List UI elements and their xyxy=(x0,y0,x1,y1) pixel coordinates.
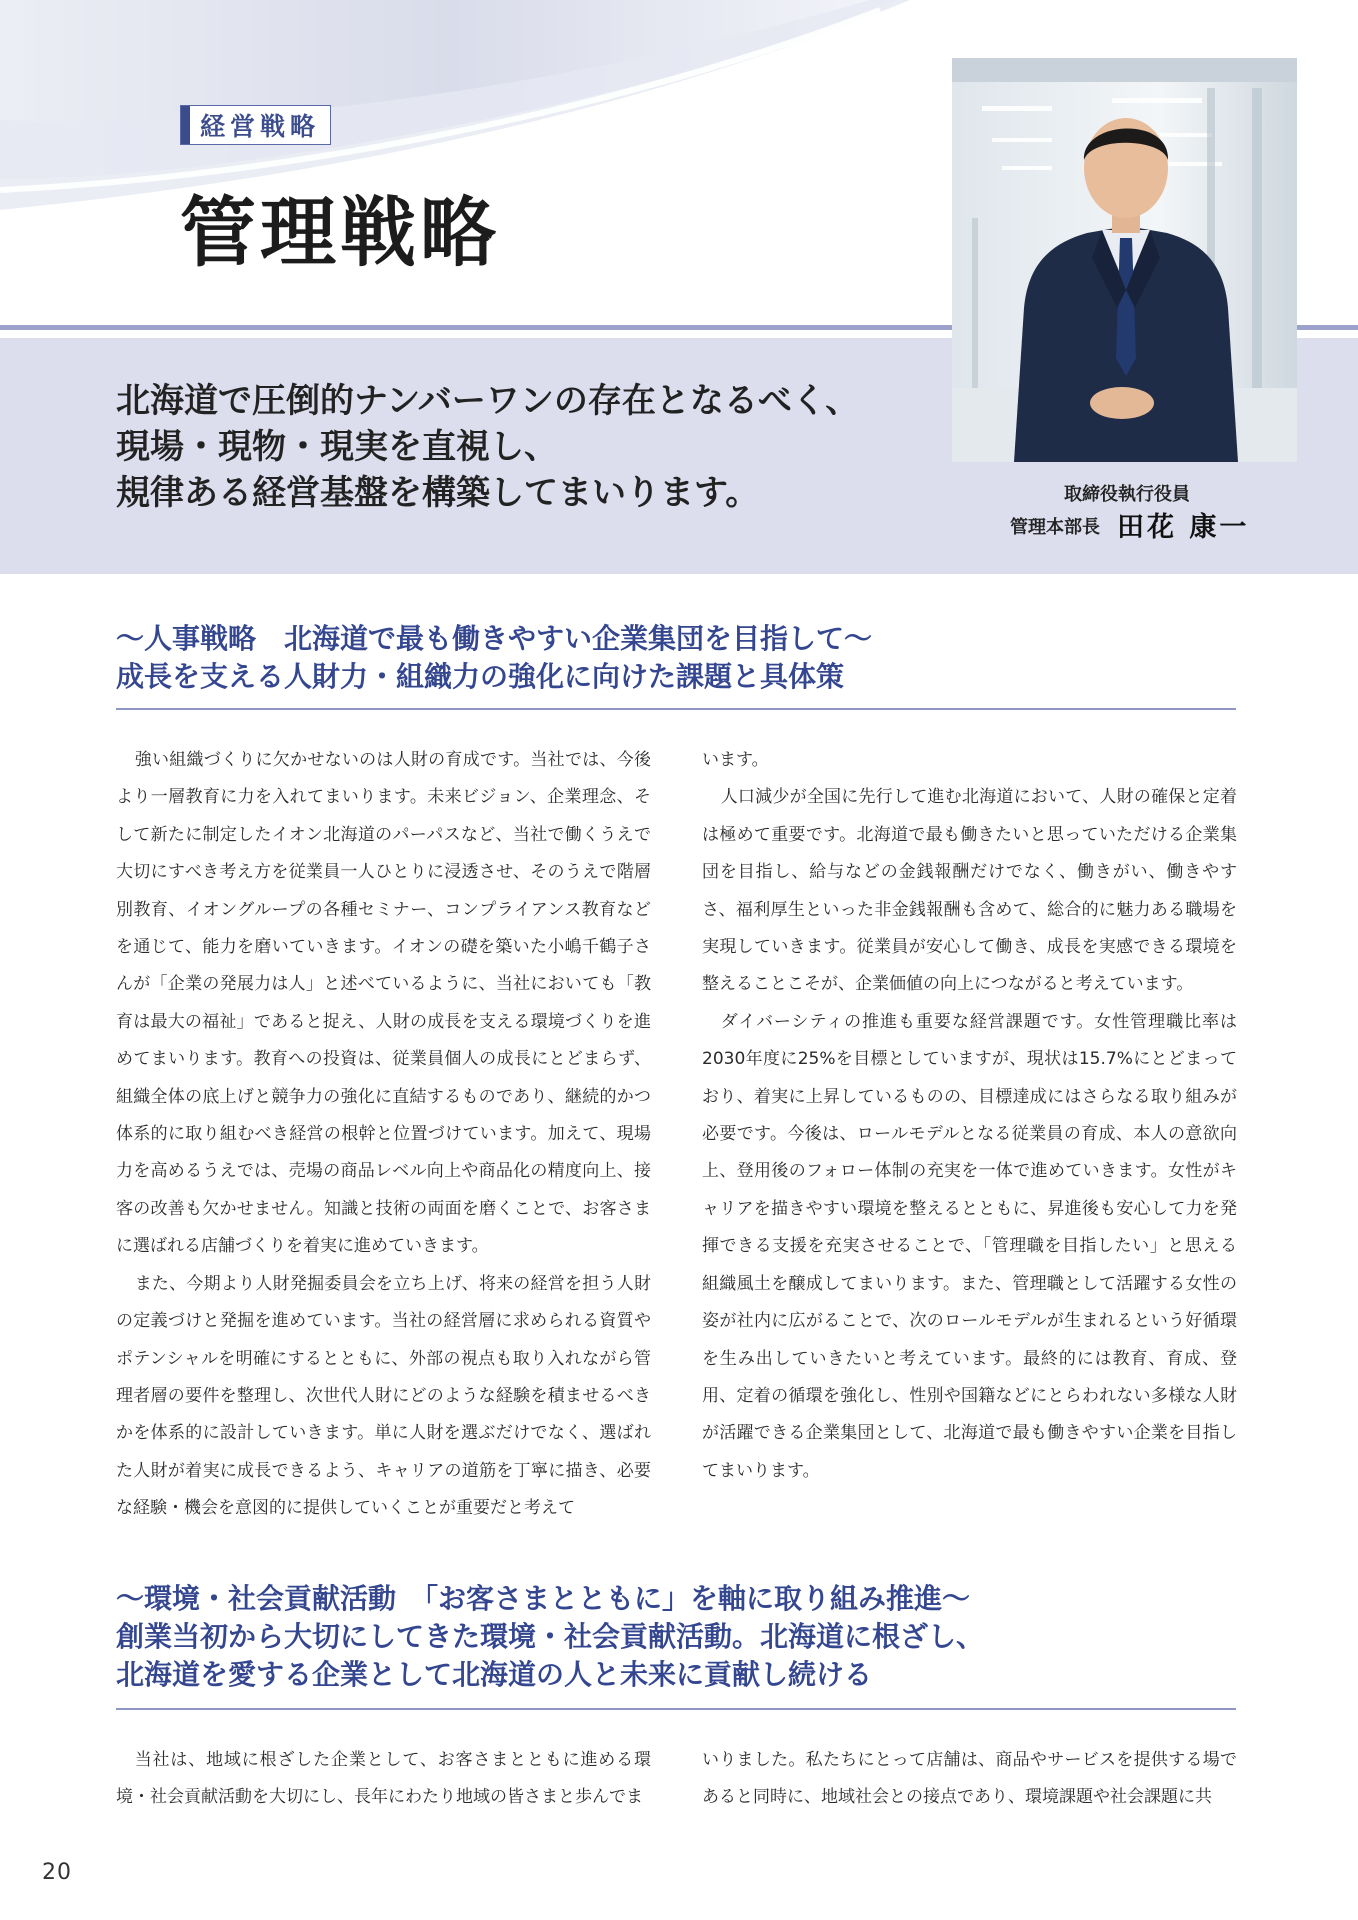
section-heading-line: 成長を支える人財力・組織力の強化に向けた課題と具体策 xyxy=(116,660,845,693)
body-paragraph: ダイバーシティの推進も重要な経営課題です。女性管理職比率は2030年度に25%を目標としていますが、現状は15.7%にとどまっており、着実に上昇しているものの、目標達成にはさらなる取り組みが必要です。今後は、ロールモデルとなる従業員の育成、本人の意欲向上、登用後のフォロー体制の充実を一体で進めていきます。女性がキャリアを描きやすい環境を整えるとともに、昇進後も安心して力を発揮できる支援を充実させることで、「管理職を目指したい」と思える組織風土を醸成してまいります。また、管理職として活躍する女性の姿が社内に広がることで、次のロールモデルが生まれるという好循環を生み出していきたいと考えています。最終的には教育、育成、登用、定着の循環を強化し、性別や国籍などにとらわれない多様な人財が活躍できる企業集団として、北海道で最も働きやすい企業を目指してまいります。 xyxy=(702,1011,1237,1481)
section-heading-line: 創業当初から大切にしてきた環境・社会貢献活動。北海道に根ざし、 xyxy=(116,1620,985,1653)
body-paragraph: いりました。私たちにとって店舗は、商品やサービスを提供する場であると同時に、地域社会との接点であり、環境課題や社会課題に共 xyxy=(702,1750,1237,1808)
category-tag-label: 経営戦略 xyxy=(200,112,321,141)
body-paragraph: 当社は、地域に根ざした企業として、お客さまとともに進める環境・社会貢献活動を大切にし、長年にわたり地域の皆さまと歩んでま xyxy=(116,1750,651,1808)
page-title: 管理戦略 xyxy=(180,188,500,277)
lead-line: 現場・現物・現実を直視し、 xyxy=(116,427,558,467)
section-hr-right-column xyxy=(702,742,1237,1490)
section-heading-line: 北海道を愛する企業として北海道の人と未来に貢献し続ける xyxy=(116,1658,873,1691)
section-csr-rule xyxy=(116,1708,1236,1710)
executive-portrait xyxy=(952,58,1297,462)
executive-name: 田花 康一 xyxy=(1117,512,1250,543)
lead-line: 規律ある経営基盤を構築してまいります。 xyxy=(116,473,760,513)
executive-department: 管理本部長 xyxy=(1010,517,1100,538)
section-csr-left-column xyxy=(116,1742,651,1817)
portrait-illustration xyxy=(952,58,1297,462)
section-heading-line: ～人事戦略 北海道で最も働きやすい企業集団を目指して～ xyxy=(116,622,873,655)
body-paragraph: また、今期より人財発掘委員会を立ち上げ、将来の経営を担う人財の定義づけと発掘を進めています。当社の経営層に求められる資質やポテンシャルを明確にするとともに、外部の視点も取り入れながら管理者層の要件を整理し、次世代人財にどのような経験を積ませるべきかを体系的に設計していきます。単に人財を選ぶだけでなく、選ばれた人財が着実に成長できるよう、キャリアの道筋を丁寧に描き、必要な経験・機会を意図的に提供していくことが重要だと考えて xyxy=(116,1273,651,1519)
executive-role: 取締役執行役員 xyxy=(1064,484,1190,505)
section-hr-heading xyxy=(116,620,872,696)
page-number: 20 xyxy=(42,1860,72,1885)
body-paragraph: います。 xyxy=(702,750,769,770)
section-hr-rule xyxy=(116,708,1236,710)
section-hr-left-column xyxy=(116,742,651,1528)
category-tag-bar xyxy=(181,106,190,144)
section-csr-heading xyxy=(116,1580,984,1694)
body-paragraph: 強い組織づくりに欠かせないのは人財の育成です。当社では、今後より一層教育に力を入れてまいります。未来ビジョン、企業理念、そして新たに制定したイオン北海道のパーパスなど、当社で働くうえで大切にすべき考え方を従業員一人ひとりに浸透させ、そのうえで階層別教育、イオングループの各種セミナー、コンプライアンス教育などを通じて、能力を磨いていきます。イオンの礎を築いた小嶋千鶴子さんが「企業の発展力は人」と述べているように、当社においても「教育は最大の福祉」であると捉え、人財の成長を支える環境づくりを進めてまいります。教育への投資は、従業員個人の成長にとどまらず、組織全体の底上げと競争力の強化に直結するものであり、継続的かつ体系的に取り組むべき経営の根幹と位置づけています。加えて、現場力を高めるうえでは、売場の商品レベル向上や商品化の精度向上、接客の改善も欠かせません。知識と技術の両面を磨くことで、お客さまに選ばれる店舗づくりを着実に進めていきます。 xyxy=(116,750,651,1257)
section-csr-right-column xyxy=(702,1742,1237,1817)
lead-message xyxy=(116,378,859,516)
section-heading-line: ～環境・社会貢献活動 「お客さまとともに」を軸に取り組み推進～ xyxy=(116,1582,971,1615)
lead-line: 北海道で圧倒的ナンバーワンの存在となるべく、 xyxy=(116,381,860,421)
body-paragraph: 人口減少が全国に先行して進む北海道において、人財の確保と定着は極めて重要です。北海道で最も働きたいと思っていただける企業集団を目指し、給与などの金銭報酬だけでなく、働きがい、働きやすさ、福利厚生といった非金銭報酬も含めて、総合的に魅力ある職場を実現していきます。従業員が安心して働き、成長を実感できる環境を整えることこそが、企業価値の向上につながると考えています。 xyxy=(702,787,1237,995)
category-tag xyxy=(180,105,331,145)
